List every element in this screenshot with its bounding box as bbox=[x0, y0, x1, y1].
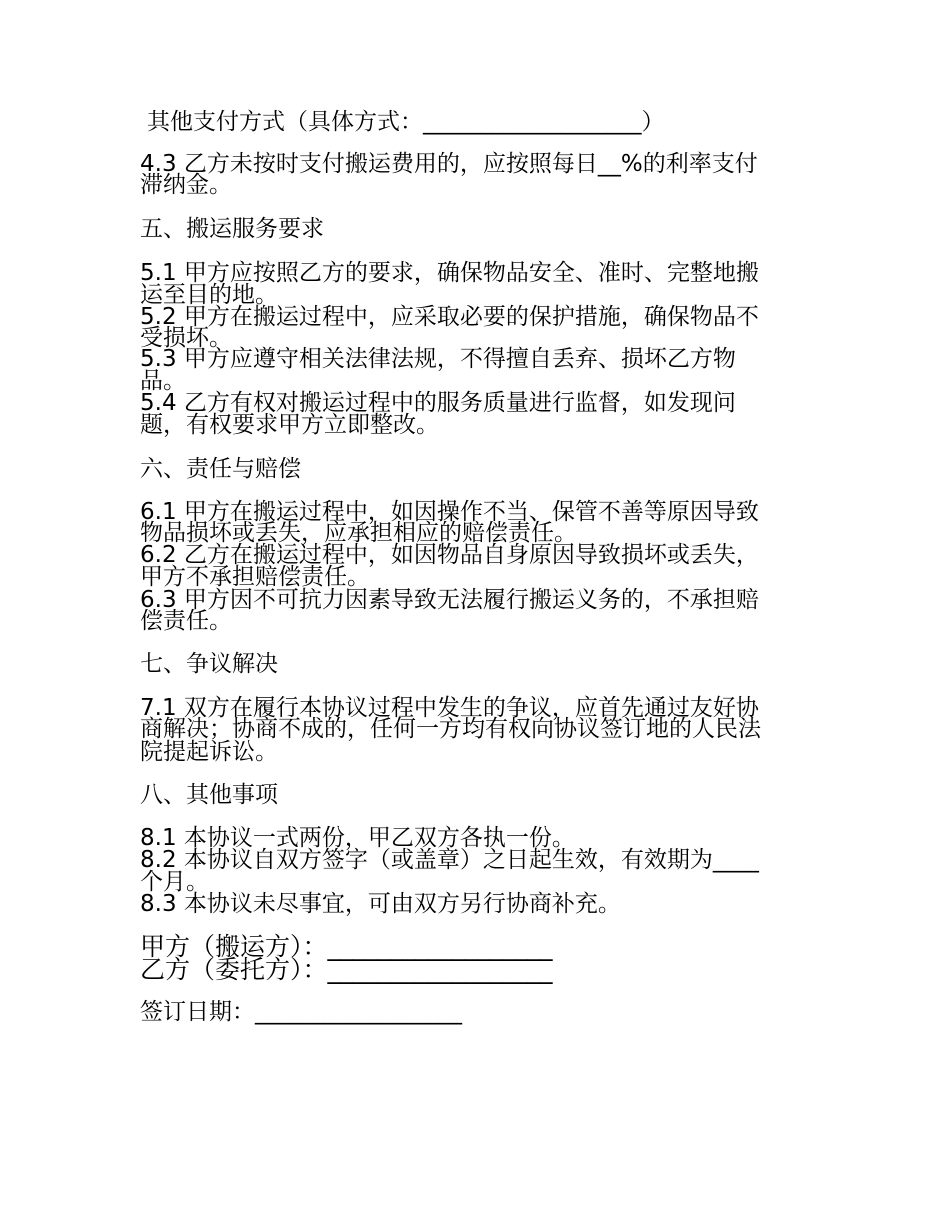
clause-8-1-line: 8.1 本协议一式两份，甲乙双方各执一份。 bbox=[140, 825, 575, 851]
clause-7-1-line-1: 7.1 双方在履行本协议过程中发生的争议，应首先通过友好协 bbox=[140, 695, 759, 721]
clause-6-3-line-2: 偿责任。 bbox=[140, 608, 232, 634]
clause-8-2-line-2: 个月。 bbox=[140, 869, 209, 895]
clause-5-4-line-1: 5.4 乙方有权对搬运过程中的服务质量进行监督，如发现问 bbox=[140, 390, 736, 416]
clause-7-1-line-3: 院提起诉讼。 bbox=[140, 739, 278, 765]
clause-5-1-line-1: 5.1 甲方应按照乙方的要求，确保物品安全、准时、完整地搬 bbox=[140, 260, 759, 286]
section-8-heading: 八、其他事项 bbox=[140, 782, 278, 808]
section-6-heading: 六、责任与赔偿 bbox=[140, 456, 301, 482]
clause-6-2-line-2: 甲方不承担赔偿责任。 bbox=[140, 564, 370, 590]
clause-5-3-line-2: 品。 bbox=[140, 368, 186, 394]
clause-5-1-line-2: 运至目的地。 bbox=[140, 282, 278, 308]
signature-party-b: 乙方（委托方）：__________________ bbox=[140, 955, 553, 984]
clause-6-2-line-1: 6.2 乙方在搬运过程中，如因物品自身原因导致损坏或丢失， bbox=[140, 542, 759, 568]
clause-5-2-line-2: 受损坏。 bbox=[140, 325, 232, 351]
section-5-heading: 五、搬运服务要求 bbox=[140, 216, 324, 242]
clause-4-3-line-1: 4.3 乙方未按时支付搬运费用的，应按照每日__%的利率支付 bbox=[140, 151, 758, 177]
clause-7-1-line-2: 商解决；协商不成的，任何一方均有权向协议签订地的人民法 bbox=[140, 716, 761, 742]
clause-6-1-line-2: 物品损坏或丢失，应承担相应的赔偿责任。 bbox=[140, 520, 577, 546]
clause-5-4-line-2: 题，有权要求甲方立即整改。 bbox=[140, 412, 439, 438]
clause-5-2-line-1: 5.2 甲方在搬运过程中，应采取必要的保护措施，确保物品不 bbox=[140, 304, 759, 330]
payment-other-line: 其他支付方式（具体方式：___________________） bbox=[147, 109, 665, 135]
clause-8-2-line-1: 8.2 本协议自双方签字（或盖章）之日起生效，有效期为____ bbox=[140, 847, 759, 873]
section-7-heading: 七、争议解决 bbox=[140, 651, 278, 677]
signing-date: 签订日期：__________________ bbox=[140, 999, 462, 1025]
clause-4-3-line-2: 滞纳金。 bbox=[140, 172, 232, 198]
clause-8-3-line: 8.3 本协议未尽事宜，可由双方另行协商补充。 bbox=[140, 891, 621, 917]
clause-5-3-line-1: 5.3 甲方应遵守相关法律法规，不得擅自丢弃、损坏乙方物 bbox=[140, 346, 736, 372]
clause-6-1-line-1: 6.1 甲方在搬运过程中，如因操作不当、保管不善等原因导致 bbox=[140, 499, 759, 525]
clause-6-3-line-1: 6.3 甲方因不可抗力因素导致无法履行搬运义务的，不承担赔 bbox=[140, 587, 759, 613]
signature-party-a: 甲方（搬运方）：__________________ bbox=[140, 932, 553, 961]
